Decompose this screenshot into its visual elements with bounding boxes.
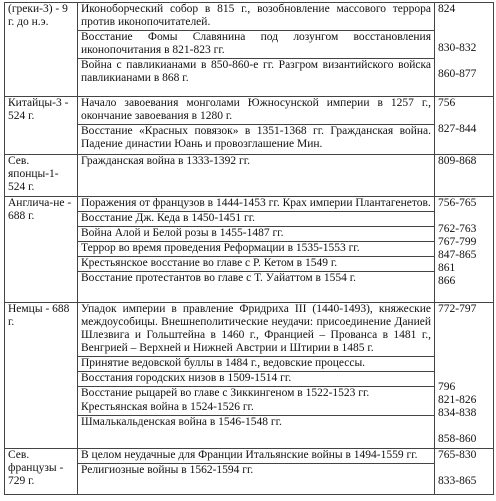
event-years: 796: [438, 381, 456, 393]
years-cell: [435, 3, 494, 97]
event-text: Восстание протестантов во главе с Т. Уайаттом в 1554 г.: [78, 271, 434, 286]
event-text: Восстания городских низов в 1509-1514 гг.: [78, 371, 434, 386]
event-years: 834-838: [438, 407, 477, 419]
years-cell: [435, 155, 494, 197]
event-text: Поражения от французов в 1444-1453 гг. Крах империи Плантагенетов.: [81, 197, 431, 209]
events-cell: [78, 155, 435, 197]
event-text: Религиозные войны в 1562-1594 гг.: [78, 463, 434, 478]
country-cell: Китайцы-3 - 524 г.: [5, 97, 78, 155]
event-years: 827-844: [438, 123, 477, 135]
table-row: [5, 97, 494, 155]
event-text: Восстание Дж. Кеда в 1450-1451 гг.: [78, 211, 434, 226]
country-cell: Немцы - 688 г.: [5, 303, 78, 449]
event-years: 861: [438, 262, 456, 274]
events-cell: [78, 449, 435, 495]
event-years: 860-877: [438, 68, 477, 80]
event-years: 847-865: [438, 249, 477, 261]
event-years: 821-826: [438, 394, 477, 406]
event-text: Иконоборческий собор в 815 г., возобновление массового террора против иконопочитателей.: [81, 3, 431, 28]
event-years: 756-765: [438, 197, 477, 209]
event-text: Война Алой и Белой розы в 1455-1487 гг.: [78, 226, 434, 241]
table-row: [5, 155, 494, 197]
event-text: Гражданская война в 1333-1392 гг.: [81, 155, 251, 167]
events-cell: [78, 3, 435, 97]
table-row: [5, 449, 494, 495]
events-cell: [78, 303, 435, 449]
event-years: 830-832: [438, 42, 477, 54]
history-table: [4, 2, 494, 495]
event-text: Восстание Фомы Славянина под лозунгом восстановления иконопочитания в 821-823 гг.: [78, 30, 434, 58]
event-text: Шмалькальденская война в 1546-1548 гг.: [78, 415, 434, 430]
events-cell: [78, 197, 435, 303]
event-years: 765-830: [438, 449, 477, 461]
events-cell: [78, 97, 435, 155]
event-text: Восстание «Красных повязок» в 1351-1368 гг. Гражданская война. Падение династии Юань и провозглашение Мин.: [78, 124, 434, 152]
event-years: 762-763: [438, 223, 477, 235]
table-row: [5, 197, 494, 303]
event-text: Война с павликианами в 850-860-е гг. Разгром византийского войска павликианами в 868 г.: [78, 58, 434, 86]
event-years: 858-860: [438, 433, 477, 445]
event-years: 772-797: [438, 303, 477, 315]
event-years: 809-868: [438, 155, 477, 167]
event-text: Крестьянская война в 1524-1526 гг.: [81, 401, 254, 413]
event-text: Восстание рыцарей во главе с Зиккингеном в 1522-1523 гг.: [78, 386, 434, 401]
event-years: 833-865: [438, 475, 477, 487]
country-cell: (греки-3) - 9 г. до н.э.: [5, 3, 78, 97]
event-text: Упадок империи в правление Фридриха III (1440-1493), княжеские междоусобицы. Внешнеполитические неудачи: присоединение Данией Шлезвига и Гольштейна в 1460 г., Францией – Прованса в 1481 г., Венгрией – Верхней и Нижней Австрии и Штирии в 1485 г.: [81, 303, 431, 354]
country-cell: Англича-не - 688 г.: [5, 197, 78, 303]
event-text: Принятие ведовской буллы в 1484 г., ведовские процессы.: [78, 356, 434, 371]
table-row: [5, 3, 494, 97]
years-cell: [435, 449, 494, 495]
event-years: 767-799: [438, 236, 477, 248]
years-cell: [435, 197, 494, 303]
country-cell: Сев. японцы-1-524 г.: [5, 155, 78, 197]
table-row: [5, 303, 494, 449]
event-years: 824: [438, 3, 456, 15]
years-cell: [435, 303, 494, 449]
event-text: Начало завоевания монголами Южносунской империи в 1257 г., окончание завоевания в 1280 г.: [81, 97, 431, 122]
event-text: Крестьянское восстание во главе с Р. Кетом в 1549 г.: [78, 256, 434, 271]
event-years: 866: [438, 275, 456, 287]
event-text: Террор во время проведения Реформации в 1535-1553 гг.: [78, 241, 434, 256]
country-cell: Сев. французы - 729 г.: [5, 449, 78, 495]
years-cell: [435, 97, 494, 155]
event-years: 756: [438, 97, 456, 109]
event-text: В целом неудачные для Франции Итальянские войны в 1494-1559 гг.: [81, 449, 418, 461]
